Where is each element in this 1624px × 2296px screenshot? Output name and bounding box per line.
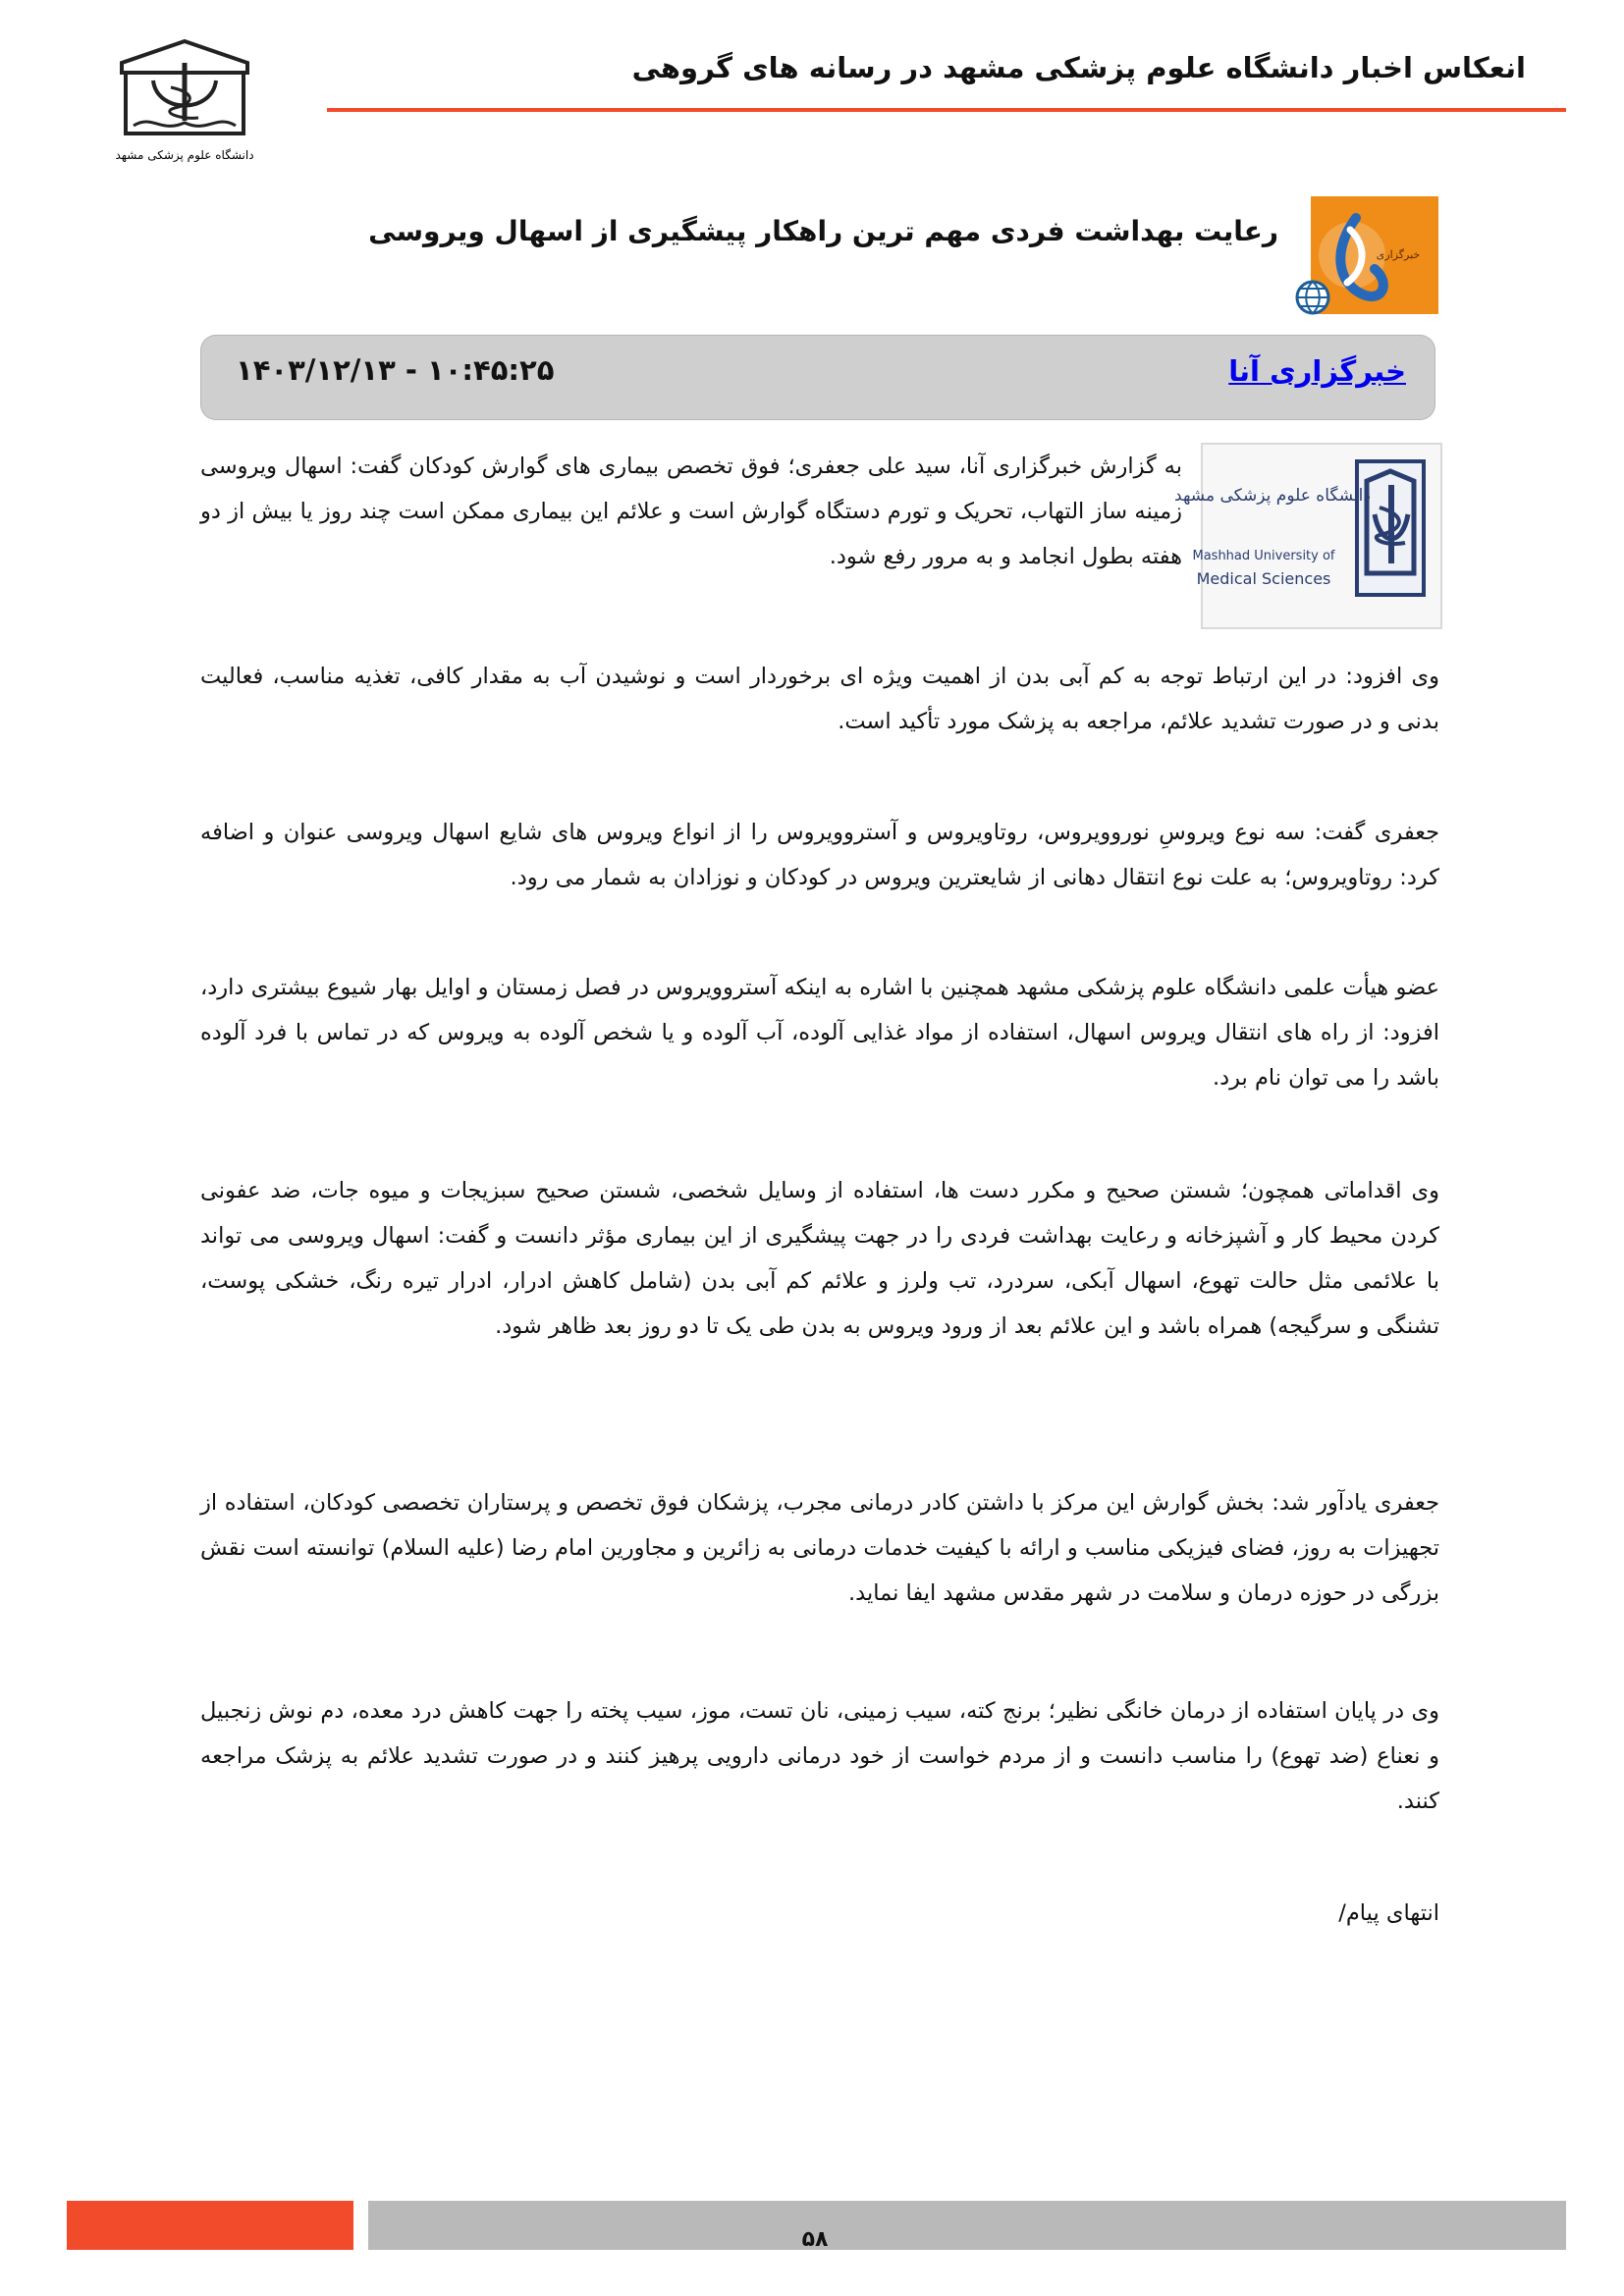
article-paragraph-5: وی اقداماتی همچون؛ شستن صحیح و مکرر دست ها، استفاده از وسایل شخصی، شستن صحیح سبزیجات و میوه جات، ضد عفونی کردن محیط کار و آشپزخانه و رعایت بهداشت فردی را در جهت پیشگیری از این بیماری مؤثر دانست و گفت: اسهال ویروسی می تواند با علائمی مثل حالت تهوع، اسهال آبکی، سردرد، تب ولرز و علائم کم آبی بدن (شامل کاهش ادرار، ادرار تیره رنگ، خشکی پوست، تشنگی و سرگیجه) همراه باشد و این علائم بعد از ورود ویروس به بدن طی یک تا دو روز بعد ظاهر شود. xyxy=(200,1178,1439,1339)
article-paragraph-7: وی در پایان استفاده از درمان خانگی نظیر؛ برنج کته، سیب زمینی، نان تست، موز، سیب پخته را جهت کاهش درد معده، دم نوش زنجبیل و نعناع (ضد تهوع) را مناسب دانست و از مردم خواست از خود درمانی دارویی پرهیز کنند و در صورت تشدید علائم به پزشک مراجعه کنند. xyxy=(200,1698,1439,1814)
document-header-title: انعکاس اخبار دانشگاه علوم پزشکی مشهد در رسانه های گروهی xyxy=(631,51,1526,84)
article-paragraph-2: وی افزود: در این ارتباط توجه به کم آبی بدن از اهمیت ویژه ای برخوردار است و نوشیدن آب به مقدار کافی، تغذیه مناسب، فعالیت بدنی و در صورت تشدید علائم، مراجعه به پزشک مورد تأکید است. xyxy=(200,664,1439,734)
article-paragraph-4: عضو هیأت علمی دانشگاه علوم پزشکی مشهد همچنین با اشاره به اینکه آستروویروس در فصل زمستان و اوایل بهار شیوع بیشتری دارد، افزود: از راه های انتقال ویروس اسهال، استفاده از مواد غذایی آلوده، آب آلوده و یا شخص آلوده به ویروس که در تماس با فرد آلوده باشد را می توان نام برد. xyxy=(200,975,1439,1091)
article-paragraph-6: جعفری یادآور شد: بخش گوارش این مرکز با داشتن کادر درمانی مجرب، پزشکان فوق تخصص و پرستاران تخصصی کودکان، استفاده از تجهیزات به روز، فضای فیزیکی مناسب و ارائه با کیفیت خدمات درمانی به زائرین و مجاورین امام رضا (علیه السلام) توانسته است نقش بزرگی در حوزه درمان و سلامت در شهر مقدس مشهد ایفا نماید. xyxy=(200,1490,1439,1606)
end-of-message: انتهای پیام/ xyxy=(1338,1900,1439,1926)
svg-text:خبرگزاری: خبرگزاری xyxy=(1376,248,1421,261)
article-title: رعایت بهداشت فردی مهم ترین راهکار پیشگیری از اسهال ویروسی xyxy=(368,215,1278,247)
svg-text:دانشگاه علوم پزشکی مشهد: دانشگاه علوم پزشکی مشهد xyxy=(115,148,254,162)
footer-gray-bar xyxy=(368,2201,1566,2250)
globe-icon xyxy=(1294,279,1331,316)
publish-timestamp: ۱۴۰۳/۱۲/۱۳ - ۱۰:۴۵:۲۵ xyxy=(236,353,555,387)
article-paragraph-1: به گزارش خبرگزاری آنا، سید علی جعفری؛ فوق تخصص بیماری های گوارش کودکان گفت: اسهال ویروسی زمینه ساز التهاب، تحریک و تورم دستگاه گوارش است و علائم این بیماری ممکن است چند روز یا بیش از دو هفته بطول انجامد و به مرور رفع شود. xyxy=(200,454,1182,569)
footer-accent-bar xyxy=(67,2201,353,2250)
svg-text:Mashhad University of: Mashhad University of xyxy=(1192,549,1335,563)
source-link[interactable]: خبرگزاری آنا xyxy=(1228,354,1406,388)
svg-text:دانشگاه علوم پزشکی مشهد: دانشگاه علوم پزشکی مشهد xyxy=(1174,486,1371,506)
svg-text:Medical Sciences: Medical Sciences xyxy=(1196,569,1331,588)
header-accent-line xyxy=(327,108,1566,112)
page-number: ۵۸ xyxy=(801,2227,829,2252)
mums-university-logo-icon xyxy=(106,39,263,167)
mashhad-university-logo-icon xyxy=(1174,444,1441,628)
article-paragraph-3: جعفری گفت: سه نوع ویروسِ نوروویروس، روتاویروس و آستروویروس را از انواع ویروس های شایع اسهال ویروسی عنوان و اضافه کرد: روتاویروس؛ به علت نوع انتقال دهانی از شایعترین ویروس در کودکان و نوزادان به شمار می رود. xyxy=(200,820,1439,890)
article-meta-bar xyxy=(200,335,1435,420)
